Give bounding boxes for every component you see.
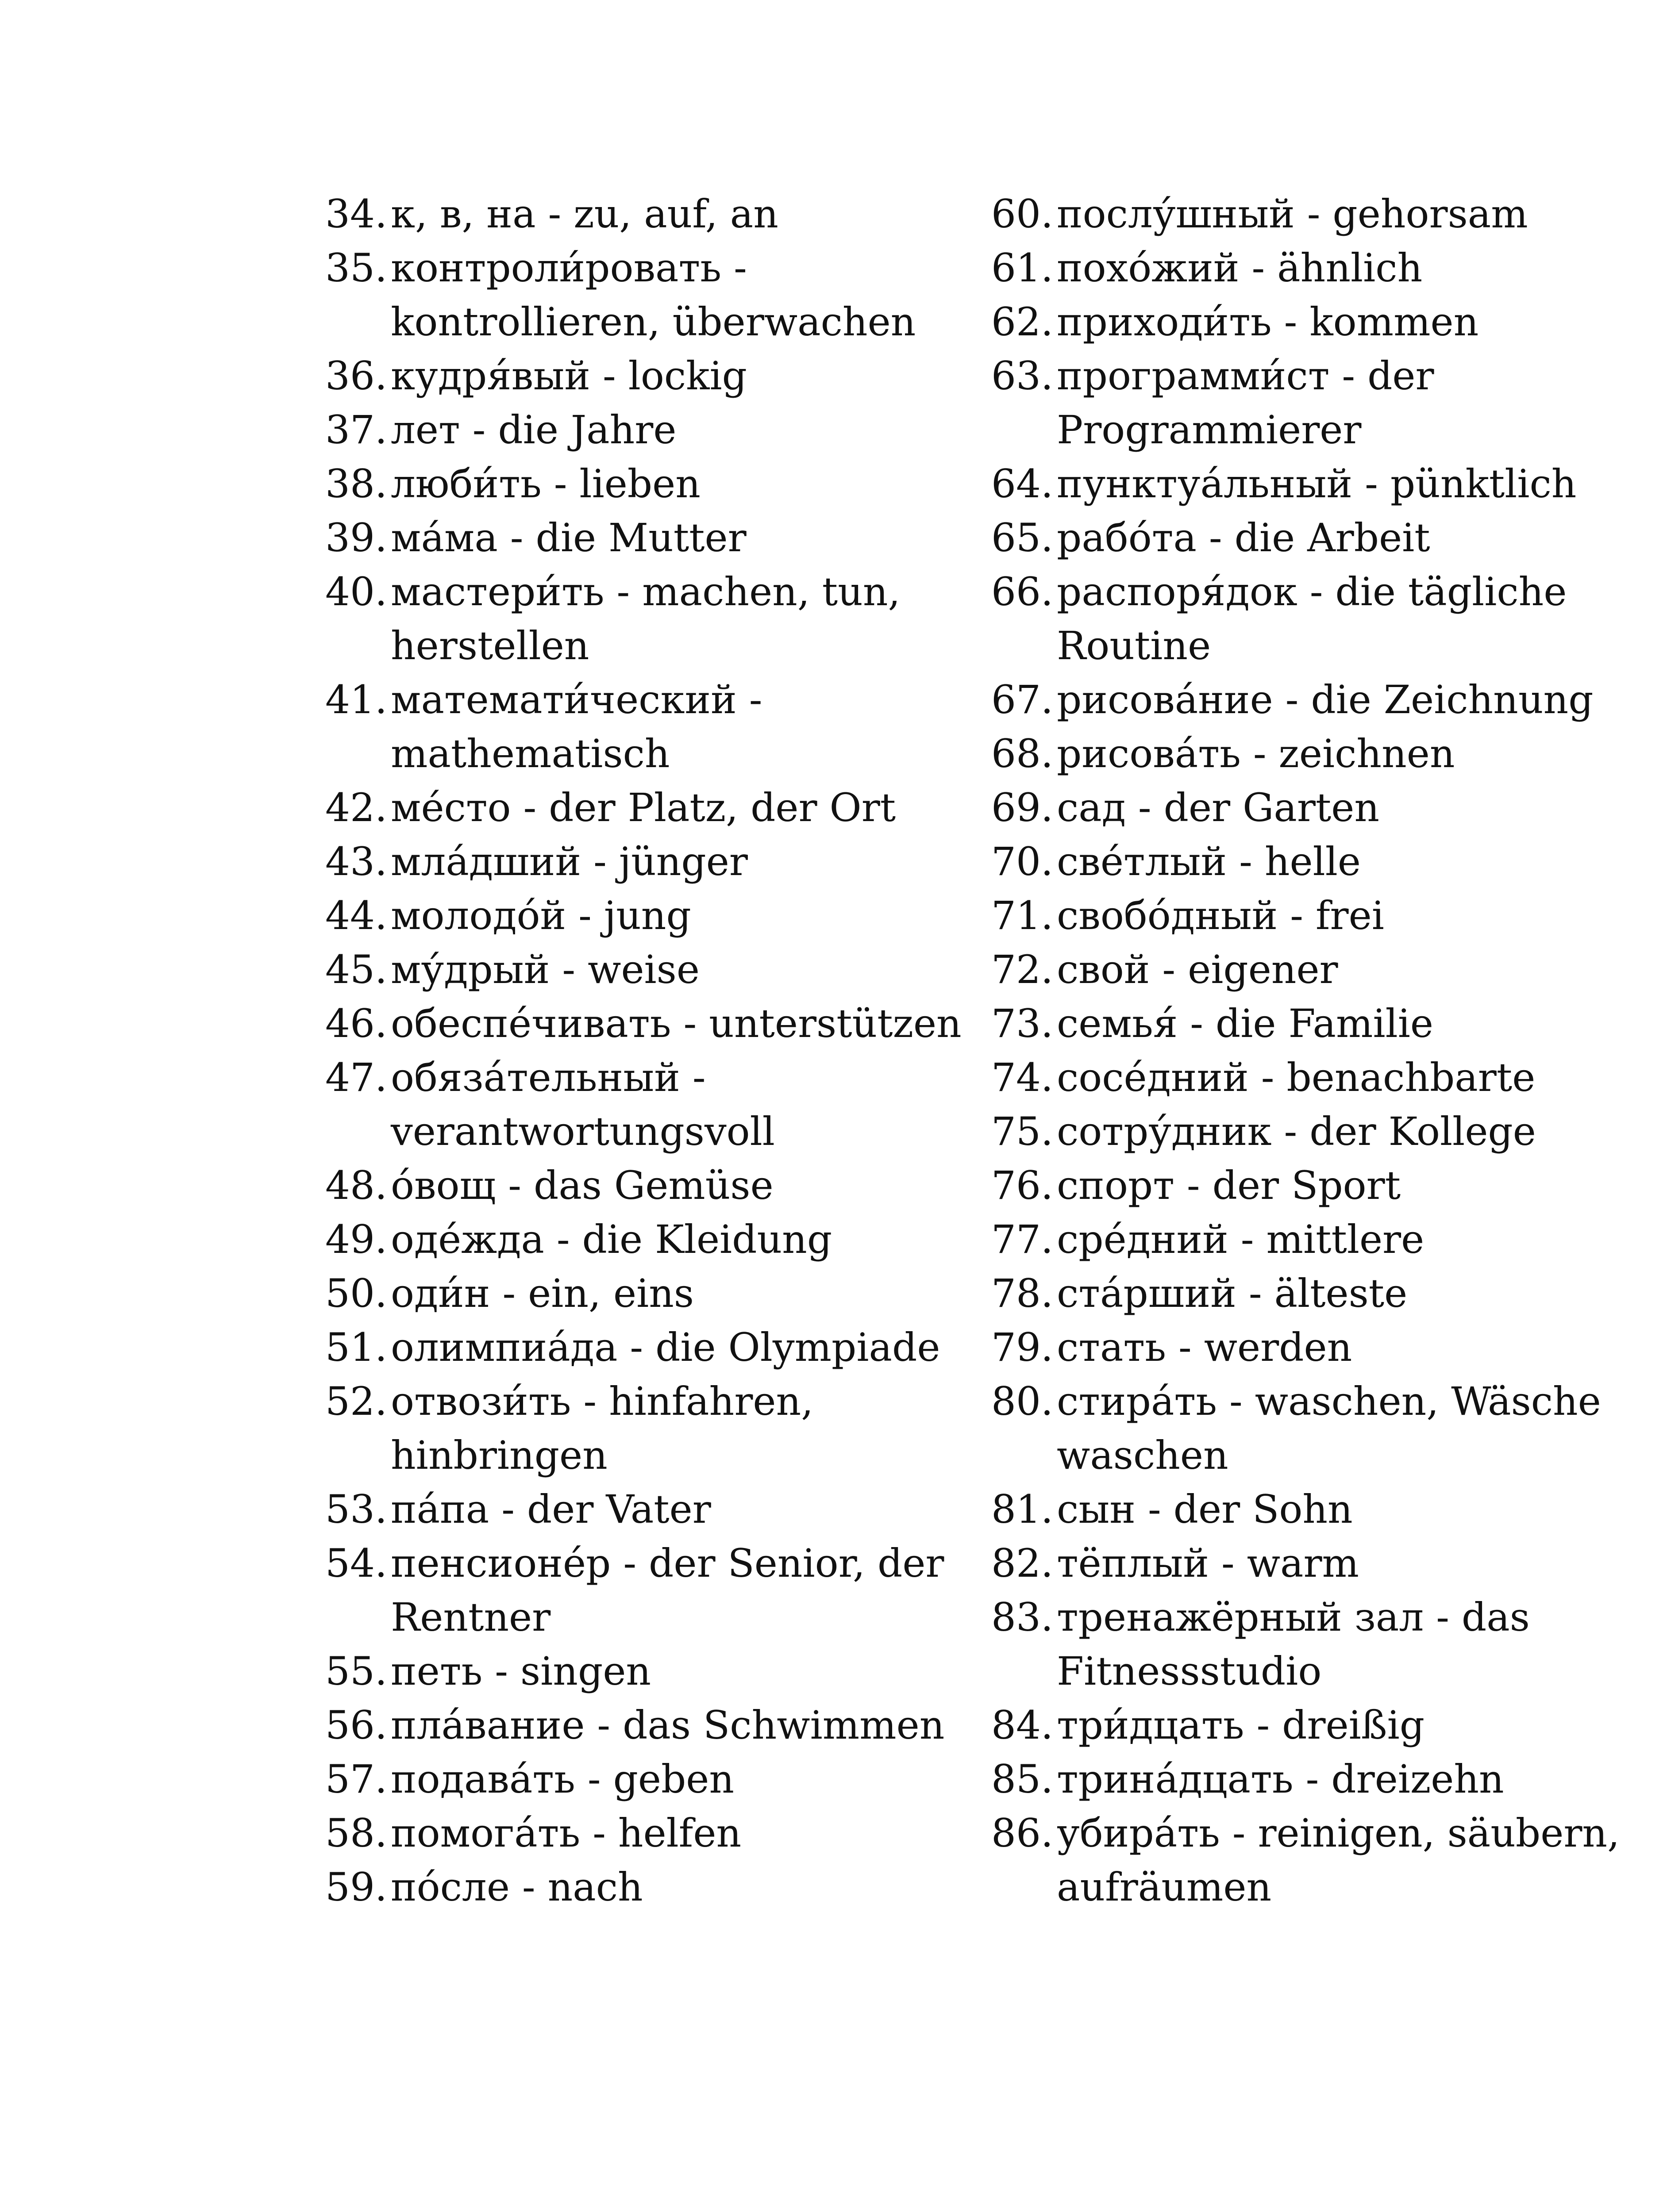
- entry-text: обеспе́чивать - unterstützen: [391, 1001, 962, 1046]
- entry-number: 38.: [325, 461, 387, 507]
- entry-number: 73.: [991, 1001, 1053, 1046]
- vocab-entry: [325, 943, 971, 997]
- entry-text: математи́ческий - mathematisch: [391, 677, 762, 776]
- entry-text: ме́сто - der Platz, der Ort: [391, 785, 896, 830]
- vocab-entry: [325, 565, 971, 673]
- entry-number: 49.: [325, 1217, 387, 1262]
- entry-text: по́сле - nach: [391, 1864, 643, 1910]
- vocab-entry: [991, 1806, 1637, 1914]
- vocab-entry: [991, 1752, 1637, 1806]
- entry-text: о́вощ - das Gemüse: [391, 1163, 774, 1208]
- entry-text: три́дцать - dreißig: [1057, 1702, 1425, 1748]
- vocab-entry: [991, 889, 1637, 943]
- entry-number: 53.: [325, 1486, 387, 1532]
- vocab-entry: [991, 295, 1637, 349]
- vocabulary-list-right: [991, 187, 1637, 1914]
- entry-number: 74.: [991, 1055, 1053, 1100]
- entry-number: 75.: [991, 1109, 1053, 1154]
- entry-number: 83.: [991, 1594, 1053, 1640]
- vocab-entry: [325, 1375, 971, 1482]
- entry-text: распоря́док - die tägliche Routine: [1057, 569, 1567, 668]
- vocab-entry: [991, 241, 1637, 295]
- entry-number: 84.: [991, 1702, 1053, 1748]
- vocab-entry: [325, 241, 971, 349]
- entry-text: пунктуа́льный - pünktlich: [1057, 461, 1577, 507]
- entry-text: лет - die Jahre: [391, 407, 677, 453]
- vocab-entry: [991, 1590, 1637, 1698]
- vocab-entry: [991, 835, 1637, 889]
- entry-number: 71.: [991, 893, 1053, 938]
- entry-text: помога́ть - helfen: [391, 1810, 742, 1856]
- entry-number: 54.: [325, 1540, 387, 1586]
- vocab-entry: [325, 1159, 971, 1213]
- entry-number: 72.: [991, 947, 1053, 992]
- entry-number: 56.: [325, 1702, 387, 1748]
- entry-number: 79.: [991, 1325, 1053, 1370]
- entry-number: 81.: [991, 1486, 1053, 1532]
- vocab-entry: [991, 781, 1637, 835]
- entry-number: 51.: [325, 1325, 387, 1370]
- entry-number: 37.: [325, 407, 387, 453]
- vocab-entry: [991, 349, 1637, 457]
- vocab-entry: [991, 511, 1637, 565]
- entry-number: 58.: [325, 1810, 387, 1856]
- entry-number: 67.: [991, 677, 1053, 722]
- vocab-entry: [991, 1482, 1637, 1536]
- entry-number: 42.: [325, 785, 387, 830]
- vocab-entry: [991, 727, 1637, 781]
- entry-text: рабо́та - die Arbeit: [1057, 515, 1430, 561]
- vocab-entry: [325, 1051, 971, 1159]
- vocab-entry: [991, 997, 1637, 1051]
- entry-number: 45.: [325, 947, 387, 992]
- entry-text: оди́н - ein, eins: [391, 1271, 694, 1316]
- entry-number: 44.: [325, 893, 387, 938]
- vocab-entry: [991, 457, 1637, 511]
- entry-number: 76.: [991, 1163, 1053, 1208]
- entry-number: 85.: [991, 1756, 1053, 1802]
- entry-number: 64.: [991, 461, 1053, 507]
- entry-text: па́па - der Vater: [391, 1486, 711, 1532]
- entry-text: свобо́дный - frei: [1057, 893, 1384, 938]
- entry-text: мастери́ть - machen, tun, herstellen: [391, 569, 901, 668]
- entry-text: убира́ть - reinigen, säubern, aufräumen: [1057, 1810, 1620, 1910]
- entry-number: 82.: [991, 1540, 1053, 1586]
- entry-text: люби́ть - lieben: [391, 461, 701, 507]
- vocab-entry: [991, 1536, 1637, 1590]
- vocab-entry: [325, 1536, 971, 1644]
- entry-text: похо́жий - ähnlich: [1057, 245, 1423, 291]
- vocab-entry: [325, 673, 971, 781]
- entry-number: 80.: [991, 1379, 1053, 1424]
- entry-text: семья́ - die Familie: [1057, 1001, 1433, 1046]
- vocab-entry: [325, 997, 971, 1051]
- vocab-entry: [991, 187, 1637, 241]
- entry-number: 40.: [325, 569, 387, 614]
- vocab-entry: [325, 1860, 971, 1914]
- vocab-entry: [991, 943, 1637, 997]
- vocab-entry: [991, 1213, 1637, 1267]
- entry-text: ма́ма - die Mutter: [391, 515, 747, 561]
- vocab-entry: [325, 1321, 971, 1375]
- entry-number: 70.: [991, 839, 1053, 884]
- entry-text: отвози́ть - hinfahren, hinbringen: [391, 1379, 814, 1478]
- entry-number: 55.: [325, 1648, 387, 1694]
- vocab-entry: [325, 889, 971, 943]
- entry-number: 57.: [325, 1756, 387, 1802]
- entry-number: 59.: [325, 1864, 387, 1910]
- entry-number: 63.: [991, 353, 1053, 399]
- entry-number: 39.: [325, 515, 387, 561]
- entry-number: 41.: [325, 677, 387, 722]
- vocab-entry: [325, 835, 971, 889]
- entry-number: 69.: [991, 785, 1053, 830]
- entry-text: оде́жда - die Kleidung: [391, 1217, 832, 1262]
- entry-text: к, в, на - zu, auf, an: [391, 191, 778, 237]
- vocab-entry: [991, 1159, 1637, 1213]
- entry-text: подава́ть - geben: [391, 1756, 735, 1802]
- vocab-entry: [325, 1752, 971, 1806]
- entry-number: 78.: [991, 1271, 1053, 1316]
- entry-text: пла́вание - das Schwimmen: [391, 1702, 945, 1748]
- entry-text: сотру́дник - der Kollege: [1057, 1109, 1536, 1154]
- entry-text: мла́дший - jünger: [391, 839, 748, 884]
- entry-text: спорт - der Sport: [1057, 1163, 1401, 1208]
- vocab-entry: [325, 1267, 971, 1321]
- vocab-entry: [991, 1105, 1637, 1159]
- entry-text: послу́шный - gehorsam: [1057, 191, 1528, 237]
- entry-text: стать - werden: [1057, 1325, 1352, 1370]
- entry-text: му́дрый - weise: [391, 947, 700, 992]
- entry-text: рисова́ние - die Zeichnung: [1057, 677, 1594, 722]
- vocab-entry: [991, 1321, 1637, 1375]
- entry-number: 48.: [325, 1163, 387, 1208]
- entry-text: тёплый - warm: [1057, 1540, 1359, 1586]
- vocab-entry: [991, 1051, 1637, 1105]
- vocab-entry: [325, 1698, 971, 1752]
- entry-text: ста́рший - älteste: [1057, 1271, 1408, 1316]
- entry-number: 68.: [991, 731, 1053, 776]
- entry-number: 52.: [325, 1379, 387, 1424]
- entry-number: 65.: [991, 515, 1053, 561]
- entry-number: 86.: [991, 1810, 1053, 1856]
- entry-text: молодо́й - jung: [391, 893, 691, 938]
- entry-text: стира́ть - waschen, Wäsche waschen: [1057, 1379, 1601, 1478]
- vocab-entry: [325, 349, 971, 403]
- entry-number: 77.: [991, 1217, 1053, 1262]
- vocab-entry: [325, 1482, 971, 1536]
- vocab-entry: [325, 457, 971, 511]
- entry-number: 66.: [991, 569, 1053, 614]
- entry-text: обяза́тельный - verantwortungsvoll: [391, 1055, 775, 1154]
- vocab-entry: [325, 187, 971, 241]
- entry-text: сосе́дний - benachbarte: [1057, 1055, 1536, 1100]
- entry-number: 43.: [325, 839, 387, 884]
- entry-number: 36.: [325, 353, 387, 399]
- entry-text: сре́дний - mittlere: [1057, 1217, 1424, 1262]
- entry-text: свой - eigener: [1057, 947, 1338, 992]
- vocab-entry: [325, 781, 971, 835]
- entry-number: 35.: [325, 245, 387, 291]
- vocab-entry: [991, 1698, 1637, 1752]
- entry-text: сын - der Sohn: [1057, 1486, 1353, 1532]
- entry-number: 61.: [991, 245, 1053, 291]
- vocab-entry: [991, 1375, 1637, 1482]
- entry-text: тренажёрный зал - das Fitnessstudio: [1057, 1594, 1530, 1694]
- entry-text: приходи́ть - kommen: [1057, 299, 1479, 345]
- vocab-entry: [325, 1644, 971, 1698]
- vocab-entry: [325, 511, 971, 565]
- vocab-entry: [325, 1806, 971, 1860]
- vocab-entry: [991, 565, 1637, 673]
- entry-text: петь - singen: [391, 1648, 651, 1694]
- vocab-entry: [325, 1213, 971, 1267]
- entry-number: 47.: [325, 1055, 387, 1100]
- entry-text: кудря́вый - lockig: [391, 353, 747, 399]
- vocab-entry: [991, 673, 1637, 727]
- vocab-entry: [991, 1267, 1637, 1321]
- entry-number: 46.: [325, 1001, 387, 1046]
- entry-text: све́тлый - helle: [1057, 839, 1361, 884]
- entry-text: контроли́ровать - kontrollieren, überwachen: [391, 245, 916, 345]
- vocabulary-list-left: [325, 187, 971, 1914]
- entry-text: трина́дцать - dreizehn: [1057, 1756, 1504, 1802]
- entry-number: 60.: [991, 191, 1053, 237]
- entry-text: олимпиа́да - die Olympiade: [391, 1325, 940, 1370]
- entry-text: рисова́ть - zeichnen: [1057, 731, 1455, 776]
- entry-text: пенсионе́р - der Senior, der Rentner: [391, 1540, 944, 1640]
- entry-text: сад - der Garten: [1057, 785, 1380, 830]
- entry-number: 62.: [991, 299, 1053, 345]
- vocab-entry: [325, 403, 971, 457]
- entry-number: 50.: [325, 1271, 387, 1316]
- entry-text: программи́ст - der Programmierer: [1057, 353, 1434, 453]
- entry-number: 34.: [325, 191, 387, 237]
